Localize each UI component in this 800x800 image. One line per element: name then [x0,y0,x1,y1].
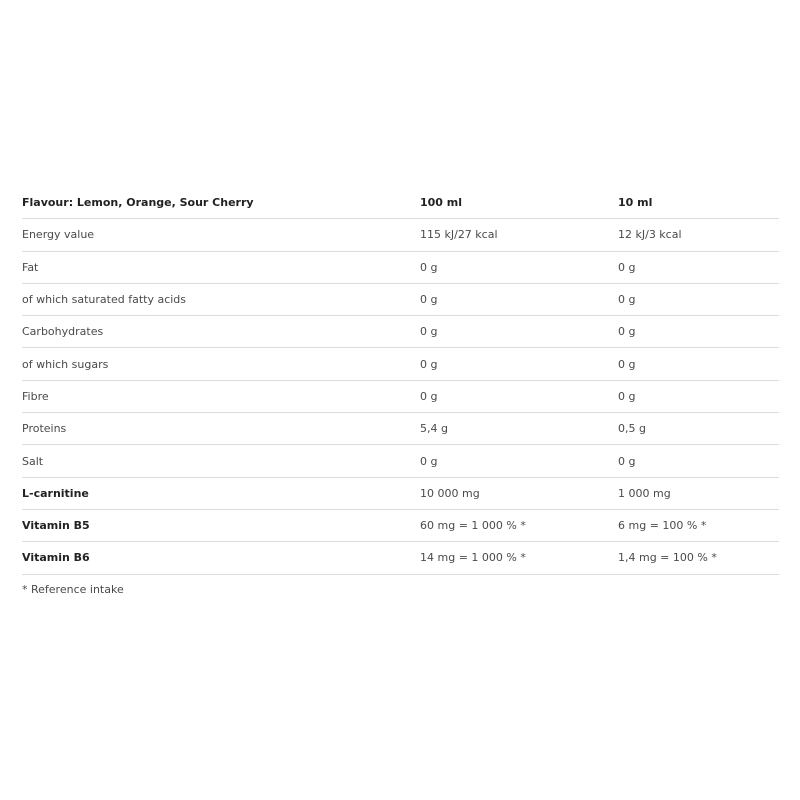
table-row [22,478,779,510]
value-per-100ml: 60 mg = 1 000 % * [420,519,526,533]
value-per-10ml: 1,4 mg = 100 % * [618,551,717,565]
value-per-100ml: 0 g [420,325,438,339]
header-per-100ml: 100 ml [420,196,463,210]
nutrient-name: Proteins [22,422,67,436]
nutrient-name: Energy value [22,228,95,242]
header-per-10ml: 10 ml [618,196,653,210]
nutrient-name: Vitamin B6 [22,551,90,565]
nutrient-name: Carbohydrates [22,325,104,339]
value-per-10ml: 0 g [618,293,636,307]
value-per-10ml: 12 kJ/3 kcal [618,228,682,242]
nutrient-name: Fibre [22,389,49,403]
value-per-10ml: 0 g [618,260,636,274]
table-row [22,252,779,284]
nutrient-name: Salt [22,454,44,468]
table-row [22,413,779,445]
table-row [22,542,779,574]
header-flavour: Flavour: Lemon, Orange, Sour Cherry [22,196,254,210]
nutrient-name: Fat [22,260,39,274]
value-per-100ml: 5,4 g [420,422,448,436]
value-per-100ml: 10 000 mg [420,486,480,500]
nutrient-name: Vitamin B5 [22,519,90,533]
table-body [22,219,779,574]
value-per-10ml: 1 000 mg [618,486,671,500]
value-per-10ml: 0 g [618,454,636,468]
nutrient-name: L-carnitine [22,486,89,500]
value-per-10ml: 0 g [618,357,636,371]
table-row [22,445,779,477]
nutrient-name: of which saturated fatty acids [22,293,187,307]
value-per-100ml: 0 g [420,260,438,274]
value-per-10ml: 6 mg = 100 % * [618,519,707,533]
value-per-100ml: 0 g [420,357,438,371]
value-per-100ml: 0 g [420,293,438,307]
nutrition-table [22,187,779,575]
table-row [22,219,779,251]
value-per-100ml: 0 g [420,454,438,468]
value-per-10ml: 0 g [618,389,636,403]
table-row [22,510,779,542]
footnote: * Reference intake [22,583,124,596]
table-row [22,284,779,316]
value-per-10ml: 0,5 g [618,422,646,436]
table-row [22,316,779,348]
table-header-row [22,187,779,219]
table-row [22,381,779,413]
nutrient-name: of which sugars [22,357,109,371]
value-per-100ml: 115 kJ/27 kcal [420,228,498,242]
value-per-100ml: 0 g [420,389,438,403]
table-row [22,348,779,380]
value-per-10ml: 0 g [618,325,636,339]
value-per-100ml: 14 mg = 1 000 % * [420,551,526,565]
